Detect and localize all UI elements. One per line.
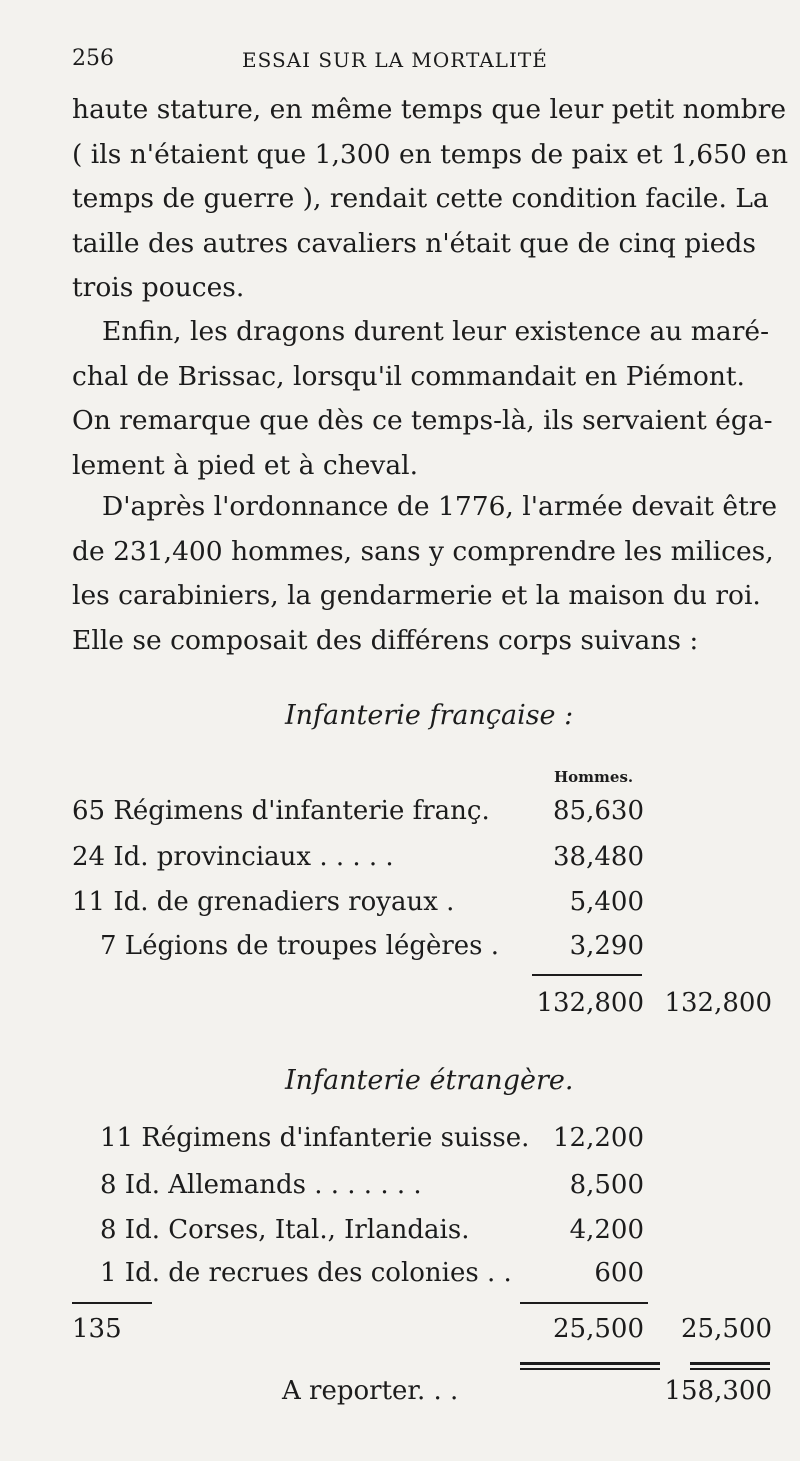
section-title-foreign-infantry: Infanterie étrangère. (285, 1065, 574, 1096)
subtotal-value: 132,800 (536, 988, 644, 1018)
page-header (72, 46, 760, 76)
table-row (72, 1123, 772, 1167)
double-rule (520, 1362, 660, 1365)
text-line: lement à pied et à cheval. (72, 449, 419, 481)
carry-forward-value: 158,300 (664, 1376, 772, 1406)
double-rule (690, 1362, 770, 1365)
carry-forward-row (72, 1376, 772, 1420)
text-line: haute stature, en même temps que leur petit nombre (72, 94, 787, 125)
row-value: 38,480 (553, 842, 644, 872)
text-line: Enfin, les dragons durent leur existence au maré- (102, 316, 770, 347)
row-value: 85,630 (553, 796, 644, 826)
unit-label: Hommes. (554, 768, 634, 786)
text-line: les carabiniers, la gendarmerie et la maison du roi. (72, 580, 761, 611)
total-value: 132,800 (664, 988, 772, 1018)
table-row (72, 1215, 772, 1259)
table-row (72, 796, 772, 840)
text-line: D'après l'ordonnance de 1776, l'armée devait être (102, 491, 778, 522)
text-line: temps de guerre ), rendait cette condition facile. La (72, 183, 769, 214)
row-value: 4,200 (569, 1215, 644, 1245)
row-label: 8 Id. Allemands . . . . . . . (100, 1170, 422, 1200)
text-line: trois pouces. (72, 272, 245, 303)
row-label: 24 Id. provinciaux . . . . . (72, 842, 394, 872)
text-line: ( ils n'étaient que 1,300 en temps de paix et 1,650 en (72, 138, 789, 170)
running-title: ESSAI SUR LA MORTALITÉ (242, 48, 548, 72)
table-row (72, 931, 772, 975)
count-total: 135 (72, 1314, 122, 1344)
row-label: 7 Légions de troupes légères . (100, 931, 500, 961)
table-row (72, 1170, 772, 1214)
text-line: Elle se composait des différens corps suivans : (72, 624, 699, 656)
table-row (72, 887, 772, 931)
row-label: 11 Id. de grenadiers royaux . (72, 887, 455, 917)
row-value: 12,200 (553, 1123, 644, 1153)
row-value: 600 (594, 1258, 644, 1288)
sum-rule (532, 974, 642, 976)
row-value: 3,290 (569, 931, 644, 961)
page-number: 256 (72, 46, 114, 71)
subtotal-row (72, 988, 772, 1032)
row-label: 11 Régimens d'infanterie suisse. (100, 1123, 530, 1153)
text-line: chal de Brissac, lorsqu'il commandait en Piémont. (72, 360, 745, 392)
sum-rule (72, 1302, 152, 1304)
paragraph-ordonnance (72, 485, 778, 663)
row-label: 8 Id. Corses, Ital., Irlandais. (100, 1215, 470, 1245)
text-line: de 231,400 hommes, sans y comprendre les milices, (72, 535, 774, 567)
subtotal-value: 25,500 (553, 1314, 644, 1344)
paragraph-stature (72, 88, 789, 311)
table-row (72, 1258, 772, 1302)
subtotal-row (72, 1314, 772, 1358)
carry-forward-label: A reporter. . . (282, 1376, 459, 1406)
paragraph-dragons (72, 310, 773, 488)
double-rule (520, 1368, 660, 1370)
row-label: 1 Id. de recrues des colonies . . (100, 1258, 512, 1288)
table-row (72, 842, 772, 886)
section-title-french-infantry: Infanterie française : (285, 700, 574, 731)
total-value: 25,500 (681, 1314, 772, 1344)
row-value: 8,500 (569, 1170, 644, 1200)
row-label: 65 Régimens d'infanterie franç. (72, 796, 490, 826)
text-line: On remarque que dès ce temps-là, ils servaient éga- (72, 405, 773, 436)
row-value: 5,400 (569, 887, 644, 917)
text-line: taille des autres cavaliers n'était que de cinq pieds (72, 227, 756, 259)
sum-rule (520, 1302, 648, 1304)
double-rule (690, 1368, 770, 1370)
